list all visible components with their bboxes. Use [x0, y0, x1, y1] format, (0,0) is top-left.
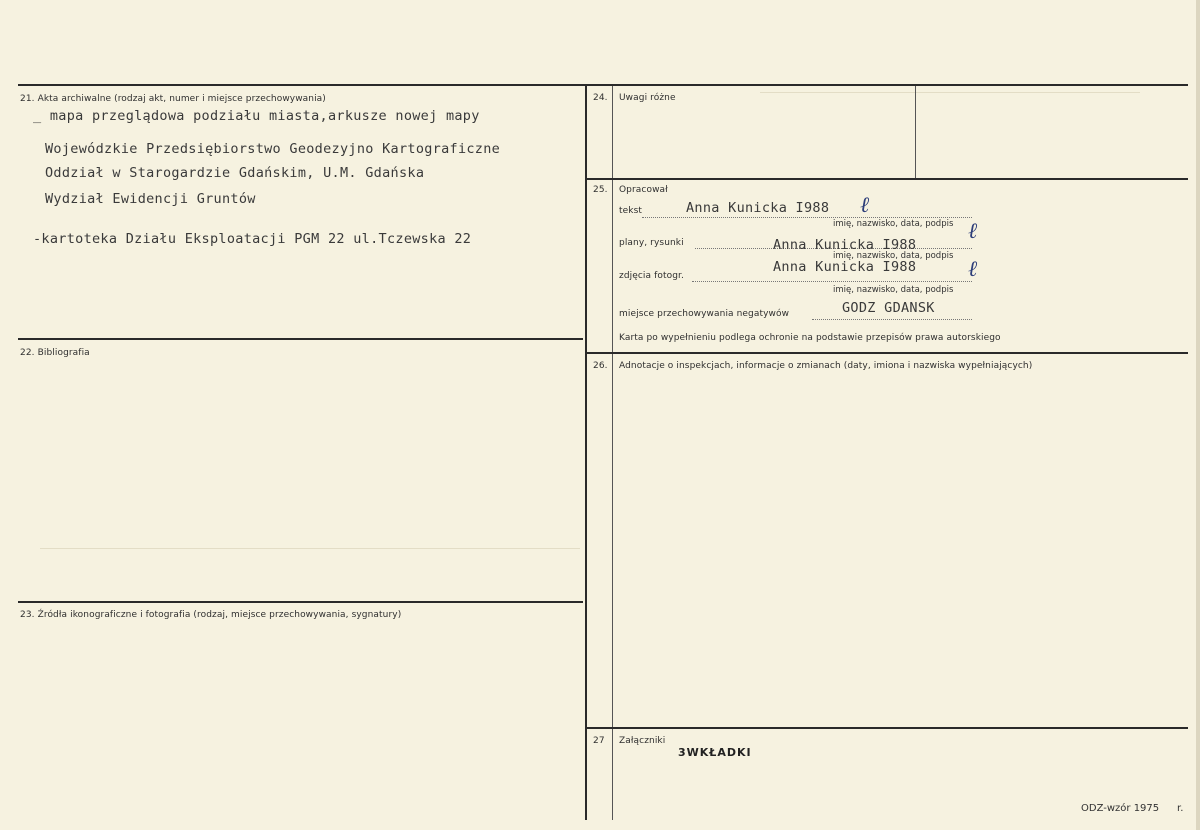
section-27-label: Załączniki	[619, 736, 666, 746]
top-rule	[18, 84, 1188, 86]
bleed-through-line	[760, 92, 1140, 93]
author-text-value: Anna Kunicka I988	[686, 200, 830, 216]
author-text-dotline	[642, 217, 972, 218]
author-photos-value: Anna Kunicka I988	[773, 259, 917, 275]
author-drawings-caption: imię, nazwisko, data, podpis	[833, 251, 954, 261]
rule-25-26	[587, 352, 1188, 354]
negatives-label: miejsce przechowywania negatywów	[619, 309, 790, 319]
author-photos-dotline	[692, 281, 972, 282]
author-drawings-label: plany, rysunki	[619, 238, 684, 248]
section-22-label: 22. Bibliografia	[20, 348, 90, 358]
section-24-number: 24.	[593, 93, 608, 103]
archival-line-5: -kartoteka Działu Eksploatacji PGM 22 ul.Tczewska 22	[33, 231, 472, 247]
remarks-divider	[915, 86, 916, 178]
archival-line-2: Wojewódzkie Przedsiębiorstwo Geodezyjno Kartograficzne	[45, 141, 501, 157]
bleed-through-line	[40, 548, 580, 549]
section-24-label: Uwagi różne	[619, 93, 676, 103]
card-edge	[1196, 0, 1200, 830]
section-25-number: 25.	[593, 185, 608, 195]
center-divider	[585, 84, 587, 820]
author-photos-signature: ℓ	[968, 257, 978, 282]
author-text-signature: ℓ	[860, 193, 870, 218]
rule-24-25	[587, 178, 1188, 180]
section-26-label: Adnotacje o inspekcjach, informacje o zmianach (daty, imiona i nazwiska wypełniających)	[619, 361, 1033, 371]
section-23-label: 23. Źródła ikonograficzne i fotografia (rodzaj, miejsce przechowywania, sygnatury)	[20, 610, 402, 620]
number-column-divider	[612, 86, 613, 820]
copyright-note: Karta po wypełnieniu podlega ochronie na podstawie przepisów prawa autorskiego	[619, 333, 1001, 343]
attachments-value: 3WKŁADKI	[678, 746, 752, 759]
author-drawings-value: Anna Kunicka I988	[773, 237, 917, 253]
author-text-label: tekst	[619, 206, 642, 216]
rule-22-23	[18, 601, 583, 603]
section-25-label: Opracował	[619, 185, 668, 195]
author-photos-label: zdjęcia fotogr.	[619, 271, 684, 281]
archival-line-1: _ mapa przeglądowa podziału miasta,arkusze nowej mapy	[33, 108, 480, 124]
negatives-dotline	[812, 319, 972, 320]
archival-line-3: Oddział w Starogardzie Gdańskim, U.M. Gdańska	[45, 165, 425, 181]
author-photos-caption: imię, nazwisko, data, podpis	[833, 285, 954, 295]
section-26-number: 26.	[593, 361, 608, 371]
negatives-value: GODZ GDANSK	[842, 300, 935, 316]
form-id: ODZ-wzór 1975	[1081, 803, 1160, 814]
rule-21-22	[18, 338, 583, 340]
author-drawings-signature: ℓ	[968, 219, 978, 244]
form-id-suffix: r.	[1177, 803, 1184, 814]
section-21-label: 21. Akta archiwalne (rodzaj akt, numer i miejsce przechowywania)	[20, 94, 326, 104]
archival-line-4: Wydział Ewidencji Gruntów	[45, 191, 256, 207]
rule-26-27	[587, 727, 1188, 729]
section-27-number: 27	[593, 736, 605, 746]
author-text-caption: imię, nazwisko, data, podpis	[833, 219, 954, 229]
